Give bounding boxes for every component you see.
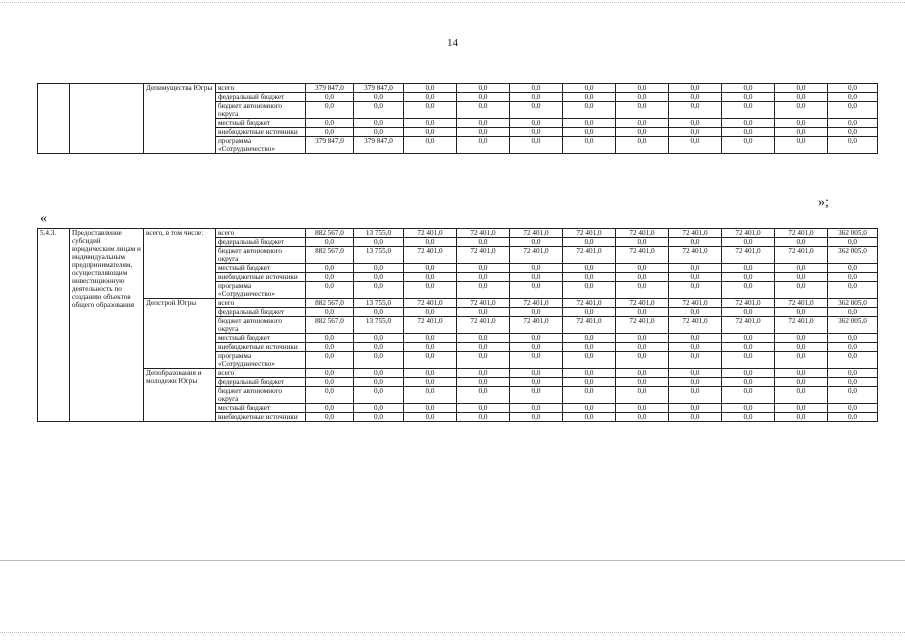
value-cell: 0,0 — [722, 137, 775, 154]
value-cell: 0,0 — [775, 334, 828, 343]
value-cell: 0,0 — [775, 273, 828, 282]
value-cell: 0,0 — [306, 334, 354, 343]
value-cell: 0,0 — [457, 404, 510, 413]
value-cell: 0,0 — [563, 369, 616, 378]
table-row — [38, 84, 878, 93]
value-cell: 0,0 — [775, 282, 828, 299]
value-cell: 0,0 — [457, 282, 510, 299]
value-cell: 0,0 — [510, 238, 563, 247]
value-cell: 0,0 — [457, 137, 510, 154]
value-cell: 0,0 — [306, 343, 354, 352]
value-cell: 72 401,0 — [404, 299, 457, 308]
value-cell: 0,0 — [722, 93, 775, 102]
value-cell: 72 401,0 — [775, 299, 828, 308]
value-cell: 0,0 — [828, 369, 878, 378]
value-cell: 0,0 — [457, 102, 510, 119]
value-cell: 72 401,0 — [404, 229, 457, 238]
value-cell: 0,0 — [775, 264, 828, 273]
value-cell: 0,0 — [563, 102, 616, 119]
source-label: федеральный бюджет — [216, 308, 306, 317]
value-cell: 0,0 — [563, 352, 616, 369]
value-cell: 72 401,0 — [510, 299, 563, 308]
value-cell: 72 401,0 — [457, 247, 510, 264]
value-cell: 0,0 — [306, 102, 354, 119]
value-cell: 379 847,0 — [354, 84, 404, 93]
value-cell: 0,0 — [510, 378, 563, 387]
value-cell: 72 401,0 — [457, 299, 510, 308]
value-cell: 882 567,0 — [306, 229, 354, 238]
value-cell: 0,0 — [775, 369, 828, 378]
source-label: местный бюджет — [216, 119, 306, 128]
table-row — [38, 299, 878, 308]
value-cell: 0,0 — [616, 264, 669, 273]
value-cell: 0,0 — [510, 264, 563, 273]
value-cell: 0,0 — [775, 238, 828, 247]
value-cell: 0,0 — [457, 238, 510, 247]
value-cell: 0,0 — [775, 352, 828, 369]
value-cell: 0,0 — [354, 369, 404, 378]
value-cell: 0,0 — [457, 273, 510, 282]
value-cell: 0,0 — [616, 404, 669, 413]
value-cell: 0,0 — [563, 378, 616, 387]
value-cell: 0,0 — [404, 128, 457, 137]
value-cell: 0,0 — [722, 343, 775, 352]
value-cell: 362 005,0 — [828, 299, 878, 308]
value-cell: 0,0 — [722, 334, 775, 343]
value-cell: 0,0 — [563, 334, 616, 343]
value-cell: 0,0 — [457, 387, 510, 404]
value-cell: 0,0 — [354, 102, 404, 119]
value-cell: 0,0 — [404, 404, 457, 413]
value-cell: 0,0 — [354, 378, 404, 387]
value-cell: 0,0 — [510, 282, 563, 299]
value-cell: 0,0 — [775, 413, 828, 422]
value-cell: 0,0 — [828, 273, 878, 282]
value-cell: 72 401,0 — [722, 317, 775, 334]
value-cell: 0,0 — [306, 387, 354, 404]
value-cell: 0,0 — [510, 404, 563, 413]
value-cell: 0,0 — [669, 334, 722, 343]
value-cell: 0,0 — [563, 387, 616, 404]
value-cell: 0,0 — [306, 119, 354, 128]
value-cell: 0,0 — [404, 334, 457, 343]
value-cell: 72 401,0 — [616, 247, 669, 264]
value-cell: 0,0 — [457, 264, 510, 273]
source-label: программа «Сотрудничество» — [216, 352, 306, 369]
value-cell: 0,0 — [616, 413, 669, 422]
value-cell: 0,0 — [563, 84, 616, 93]
value-cell: 0,0 — [457, 93, 510, 102]
value-cell: 0,0 — [616, 93, 669, 102]
value-cell: 0,0 — [354, 93, 404, 102]
value-cell: 0,0 — [722, 404, 775, 413]
value-cell: 0,0 — [306, 369, 354, 378]
value-cell: 0,0 — [563, 128, 616, 137]
value-cell: 0,0 — [457, 378, 510, 387]
value-cell: 379 847,0 — [354, 137, 404, 154]
value-cell: 72 401,0 — [510, 247, 563, 264]
value-cell: 0,0 — [616, 378, 669, 387]
value-cell: 0,0 — [669, 343, 722, 352]
value-cell: 0,0 — [669, 264, 722, 273]
value-cell: 72 401,0 — [669, 317, 722, 334]
value-cell: 0,0 — [563, 119, 616, 128]
value-cell: 362 005,0 — [828, 229, 878, 238]
funding-table-main-body — [38, 229, 878, 422]
value-cell: 0,0 — [669, 273, 722, 282]
value-cell: 0,0 — [306, 378, 354, 387]
value-cell: 0,0 — [306, 352, 354, 369]
value-cell: 0,0 — [616, 282, 669, 299]
value-cell: 0,0 — [828, 84, 878, 93]
value-cell: 0,0 — [722, 387, 775, 404]
value-cell: 0,0 — [563, 238, 616, 247]
value-cell: 0,0 — [510, 413, 563, 422]
value-cell: 0,0 — [404, 343, 457, 352]
value-cell: 0,0 — [722, 273, 775, 282]
value-cell: 0,0 — [669, 378, 722, 387]
funding-table-top — [37, 83, 878, 154]
value-cell: 0,0 — [775, 387, 828, 404]
value-cell: 72 401,0 — [563, 229, 616, 238]
source-label: внебюджетные источники — [216, 128, 306, 137]
value-cell: 0,0 — [306, 128, 354, 137]
value-cell: 0,0 — [669, 404, 722, 413]
value-cell: 0,0 — [775, 84, 828, 93]
value-cell: 72 401,0 — [563, 299, 616, 308]
value-cell: 0,0 — [404, 238, 457, 247]
value-cell: 0,0 — [510, 137, 563, 154]
top-border-line — [0, 2, 905, 3]
value-cell: 0,0 — [563, 93, 616, 102]
value-cell: 72 401,0 — [722, 229, 775, 238]
value-cell: 0,0 — [616, 137, 669, 154]
table-row — [38, 229, 878, 238]
funding-table-top-body — [38, 84, 878, 154]
value-cell: 0,0 — [354, 128, 404, 137]
value-cell: 0,0 — [722, 84, 775, 93]
value-cell: 72 401,0 — [775, 247, 828, 264]
value-cell: 362 005,0 — [828, 247, 878, 264]
value-cell: 882 567,0 — [306, 247, 354, 264]
value-cell: 0,0 — [669, 84, 722, 93]
value-cell: 0,0 — [510, 343, 563, 352]
value-cell: 72 401,0 — [404, 317, 457, 334]
value-cell: 0,0 — [828, 93, 878, 102]
org-cell: Депобразования и молодежи Югры — [144, 369, 216, 422]
value-cell: 0,0 — [354, 238, 404, 247]
value-cell: 0,0 — [457, 334, 510, 343]
value-cell: 0,0 — [828, 343, 878, 352]
value-cell: 0,0 — [510, 334, 563, 343]
value-cell: 0,0 — [404, 369, 457, 378]
value-cell: 0,0 — [354, 119, 404, 128]
value-cell: 0,0 — [354, 308, 404, 317]
value-cell: 0,0 — [306, 93, 354, 102]
source-label: бюджет автономного округа — [216, 247, 306, 264]
value-cell: 0,0 — [404, 84, 457, 93]
value-cell: 0,0 — [828, 264, 878, 273]
value-cell: 0,0 — [457, 369, 510, 378]
value-cell: 0,0 — [510, 84, 563, 93]
value-cell: 0,0 — [616, 238, 669, 247]
blank-cell-desc — [70, 84, 144, 154]
value-cell: 0,0 — [306, 413, 354, 422]
value-cell: 0,0 — [616, 273, 669, 282]
table-row — [38, 369, 878, 378]
value-cell: 0,0 — [457, 84, 510, 93]
opening-quote: « — [40, 211, 47, 226]
page-number: 14 — [447, 37, 458, 49]
value-cell: 0,0 — [510, 369, 563, 378]
value-cell: 13 755,0 — [354, 229, 404, 238]
source-label: программа «Сотрудничество» — [216, 282, 306, 299]
value-cell: 362 005,0 — [828, 317, 878, 334]
value-cell: 0,0 — [457, 413, 510, 422]
org-cell: всего, в том числе: — [144, 229, 216, 299]
value-cell: 0,0 — [669, 238, 722, 247]
value-cell: 0,0 — [404, 387, 457, 404]
value-cell: 0,0 — [828, 352, 878, 369]
value-cell: 72 401,0 — [775, 229, 828, 238]
value-cell: 0,0 — [669, 413, 722, 422]
footer-border-line — [0, 632, 905, 633]
closing-quote: »; — [818, 195, 829, 210]
value-cell: 72 401,0 — [669, 229, 722, 238]
value-cell: 0,0 — [669, 102, 722, 119]
value-cell: 379 847,0 — [306, 84, 354, 93]
value-cell: 72 401,0 — [669, 247, 722, 264]
value-cell: 0,0 — [616, 387, 669, 404]
value-cell: 0,0 — [404, 378, 457, 387]
value-cell: 0,0 — [457, 128, 510, 137]
value-cell: 0,0 — [828, 238, 878, 247]
source-label: внебюджетные источники — [216, 413, 306, 422]
value-cell: 72 401,0 — [722, 247, 775, 264]
value-cell: 0,0 — [306, 308, 354, 317]
value-cell: 0,0 — [354, 264, 404, 273]
value-cell: 0,0 — [775, 102, 828, 119]
value-cell: 0,0 — [722, 369, 775, 378]
value-cell: 0,0 — [457, 352, 510, 369]
value-cell: 0,0 — [404, 308, 457, 317]
source-label: бюджет автономного округа — [216, 102, 306, 119]
value-cell: 0,0 — [404, 282, 457, 299]
value-cell: 0,0 — [404, 119, 457, 128]
value-cell: 0,0 — [457, 343, 510, 352]
value-cell: 0,0 — [563, 343, 616, 352]
value-cell: 0,0 — [669, 282, 722, 299]
value-cell: 0,0 — [669, 308, 722, 317]
value-cell: 0,0 — [563, 264, 616, 273]
value-cell: 72 401,0 — [669, 299, 722, 308]
blank-cell-no — [38, 84, 70, 154]
value-cell: 0,0 — [616, 369, 669, 378]
value-cell: 13 755,0 — [354, 299, 404, 308]
value-cell: 72 401,0 — [563, 317, 616, 334]
source-label: федеральный бюджет — [216, 238, 306, 247]
value-cell: 0,0 — [616, 308, 669, 317]
value-cell: 0,0 — [775, 378, 828, 387]
value-cell: 0,0 — [616, 352, 669, 369]
value-cell: 0,0 — [775, 93, 828, 102]
value-cell: 0,0 — [669, 352, 722, 369]
value-cell: 0,0 — [510, 352, 563, 369]
value-cell: 0,0 — [510, 308, 563, 317]
value-cell: 72 401,0 — [510, 229, 563, 238]
value-cell: 0,0 — [306, 273, 354, 282]
value-cell: 72 401,0 — [457, 317, 510, 334]
value-cell: 72 401,0 — [722, 299, 775, 308]
value-cell: 0,0 — [457, 308, 510, 317]
value-cell: 0,0 — [669, 119, 722, 128]
value-cell: 0,0 — [616, 84, 669, 93]
bottom-border-line — [0, 560, 905, 561]
value-cell: 0,0 — [828, 119, 878, 128]
value-cell: 0,0 — [563, 413, 616, 422]
value-cell: 0,0 — [616, 128, 669, 137]
value-cell: 0,0 — [722, 352, 775, 369]
value-cell: 0,0 — [722, 102, 775, 119]
source-label: всего — [216, 229, 306, 238]
value-cell: 0,0 — [457, 119, 510, 128]
value-cell: 0,0 — [722, 264, 775, 273]
value-cell: 0,0 — [404, 93, 457, 102]
value-cell: 0,0 — [775, 343, 828, 352]
value-cell: 0,0 — [510, 128, 563, 137]
value-cell: 0,0 — [828, 378, 878, 387]
value-cell: 0,0 — [722, 282, 775, 299]
value-cell: 0,0 — [510, 387, 563, 404]
value-cell: 0,0 — [404, 413, 457, 422]
value-cell: 13 755,0 — [354, 247, 404, 264]
value-cell: 0,0 — [616, 102, 669, 119]
value-cell: 0,0 — [404, 264, 457, 273]
value-cell: 0,0 — [722, 119, 775, 128]
value-cell: 0,0 — [775, 404, 828, 413]
source-label: местный бюджет — [216, 334, 306, 343]
value-cell: 0,0 — [722, 238, 775, 247]
value-cell: 0,0 — [510, 119, 563, 128]
value-cell: 0,0 — [404, 352, 457, 369]
value-cell: 0,0 — [669, 387, 722, 404]
value-cell: 0,0 — [404, 102, 457, 119]
value-cell: 0,0 — [722, 378, 775, 387]
value-cell: 0,0 — [563, 308, 616, 317]
value-cell: 72 401,0 — [616, 299, 669, 308]
value-cell: 72 401,0 — [616, 229, 669, 238]
value-cell: 0,0 — [354, 282, 404, 299]
value-cell: 0,0 — [306, 238, 354, 247]
item-description: Предоставление субсидий юридическим лицам и индивидуальным предпринимателям, осуществляющим инвестиционную деятельность по созданию объектов общего образования — [70, 229, 144, 422]
value-cell: 0,0 — [775, 137, 828, 154]
value-cell: 0,0 — [775, 119, 828, 128]
value-cell: 0,0 — [354, 413, 404, 422]
value-cell: 13 755,0 — [354, 317, 404, 334]
source-label: местный бюджет — [216, 264, 306, 273]
value-cell: 0,0 — [828, 102, 878, 119]
org-cell: Депстрой Югры — [144, 299, 216, 369]
value-cell: 0,0 — [828, 334, 878, 343]
value-cell: 0,0 — [775, 308, 828, 317]
value-cell: 0,0 — [404, 137, 457, 154]
source-label: федеральный бюджет — [216, 378, 306, 387]
source-label: всего — [216, 369, 306, 378]
value-cell: 0,0 — [828, 137, 878, 154]
source-label: местный бюджет — [216, 404, 306, 413]
value-cell: 0,0 — [510, 93, 563, 102]
source-label: внебюджетные источники — [216, 343, 306, 352]
source-label: программа «Сотрудничество» — [216, 137, 306, 154]
value-cell: 0,0 — [722, 128, 775, 137]
value-cell: 0,0 — [828, 282, 878, 299]
value-cell: 882 567,0 — [306, 299, 354, 308]
value-cell: 0,0 — [354, 273, 404, 282]
value-cell: 0,0 — [354, 404, 404, 413]
value-cell: 0,0 — [669, 93, 722, 102]
value-cell: 72 401,0 — [510, 317, 563, 334]
value-cell: 0,0 — [306, 404, 354, 413]
value-cell: 0,0 — [828, 128, 878, 137]
value-cell: 0,0 — [563, 282, 616, 299]
value-cell: 0,0 — [669, 128, 722, 137]
value-cell: 0,0 — [563, 273, 616, 282]
funding-table-main — [37, 228, 878, 422]
value-cell: 0,0 — [722, 308, 775, 317]
value-cell: 0,0 — [354, 343, 404, 352]
source-label: всего — [216, 84, 306, 93]
value-cell: 0,0 — [510, 273, 563, 282]
value-cell: 0,0 — [775, 128, 828, 137]
value-cell: 0,0 — [306, 282, 354, 299]
value-cell: 0,0 — [828, 413, 878, 422]
value-cell: 0,0 — [563, 137, 616, 154]
source-label: бюджет автономного округа — [216, 317, 306, 334]
value-cell: 72 401,0 — [404, 247, 457, 264]
source-label: федеральный бюджет — [216, 93, 306, 102]
value-cell: 72 401,0 — [775, 317, 828, 334]
value-cell: 0,0 — [563, 404, 616, 413]
source-label: внебюджетные источники — [216, 273, 306, 282]
value-cell: 0,0 — [722, 413, 775, 422]
item-number: 5.4.3. — [38, 229, 70, 422]
value-cell: 882 567,0 — [306, 317, 354, 334]
value-cell: 72 401,0 — [457, 229, 510, 238]
value-cell: 0,0 — [669, 137, 722, 154]
value-cell: 0,0 — [669, 369, 722, 378]
value-cell: 0,0 — [828, 404, 878, 413]
value-cell: 0,0 — [616, 334, 669, 343]
value-cell: 0,0 — [354, 352, 404, 369]
source-label: всего — [216, 299, 306, 308]
source-label: бюджет автономного округа — [216, 387, 306, 404]
value-cell: 0,0 — [828, 387, 878, 404]
value-cell: 0,0 — [306, 264, 354, 273]
value-cell: 0,0 — [616, 343, 669, 352]
value-cell: 0,0 — [510, 102, 563, 119]
value-cell: 0,0 — [828, 308, 878, 317]
value-cell: 0,0 — [354, 387, 404, 404]
value-cell: 0,0 — [404, 273, 457, 282]
org-cell: Депимущества Югры — [144, 84, 216, 154]
value-cell: 379 847,0 — [306, 137, 354, 154]
value-cell: 0,0 — [616, 119, 669, 128]
value-cell: 72 401,0 — [563, 247, 616, 264]
value-cell: 72 401,0 — [616, 317, 669, 334]
value-cell: 0,0 — [354, 334, 404, 343]
